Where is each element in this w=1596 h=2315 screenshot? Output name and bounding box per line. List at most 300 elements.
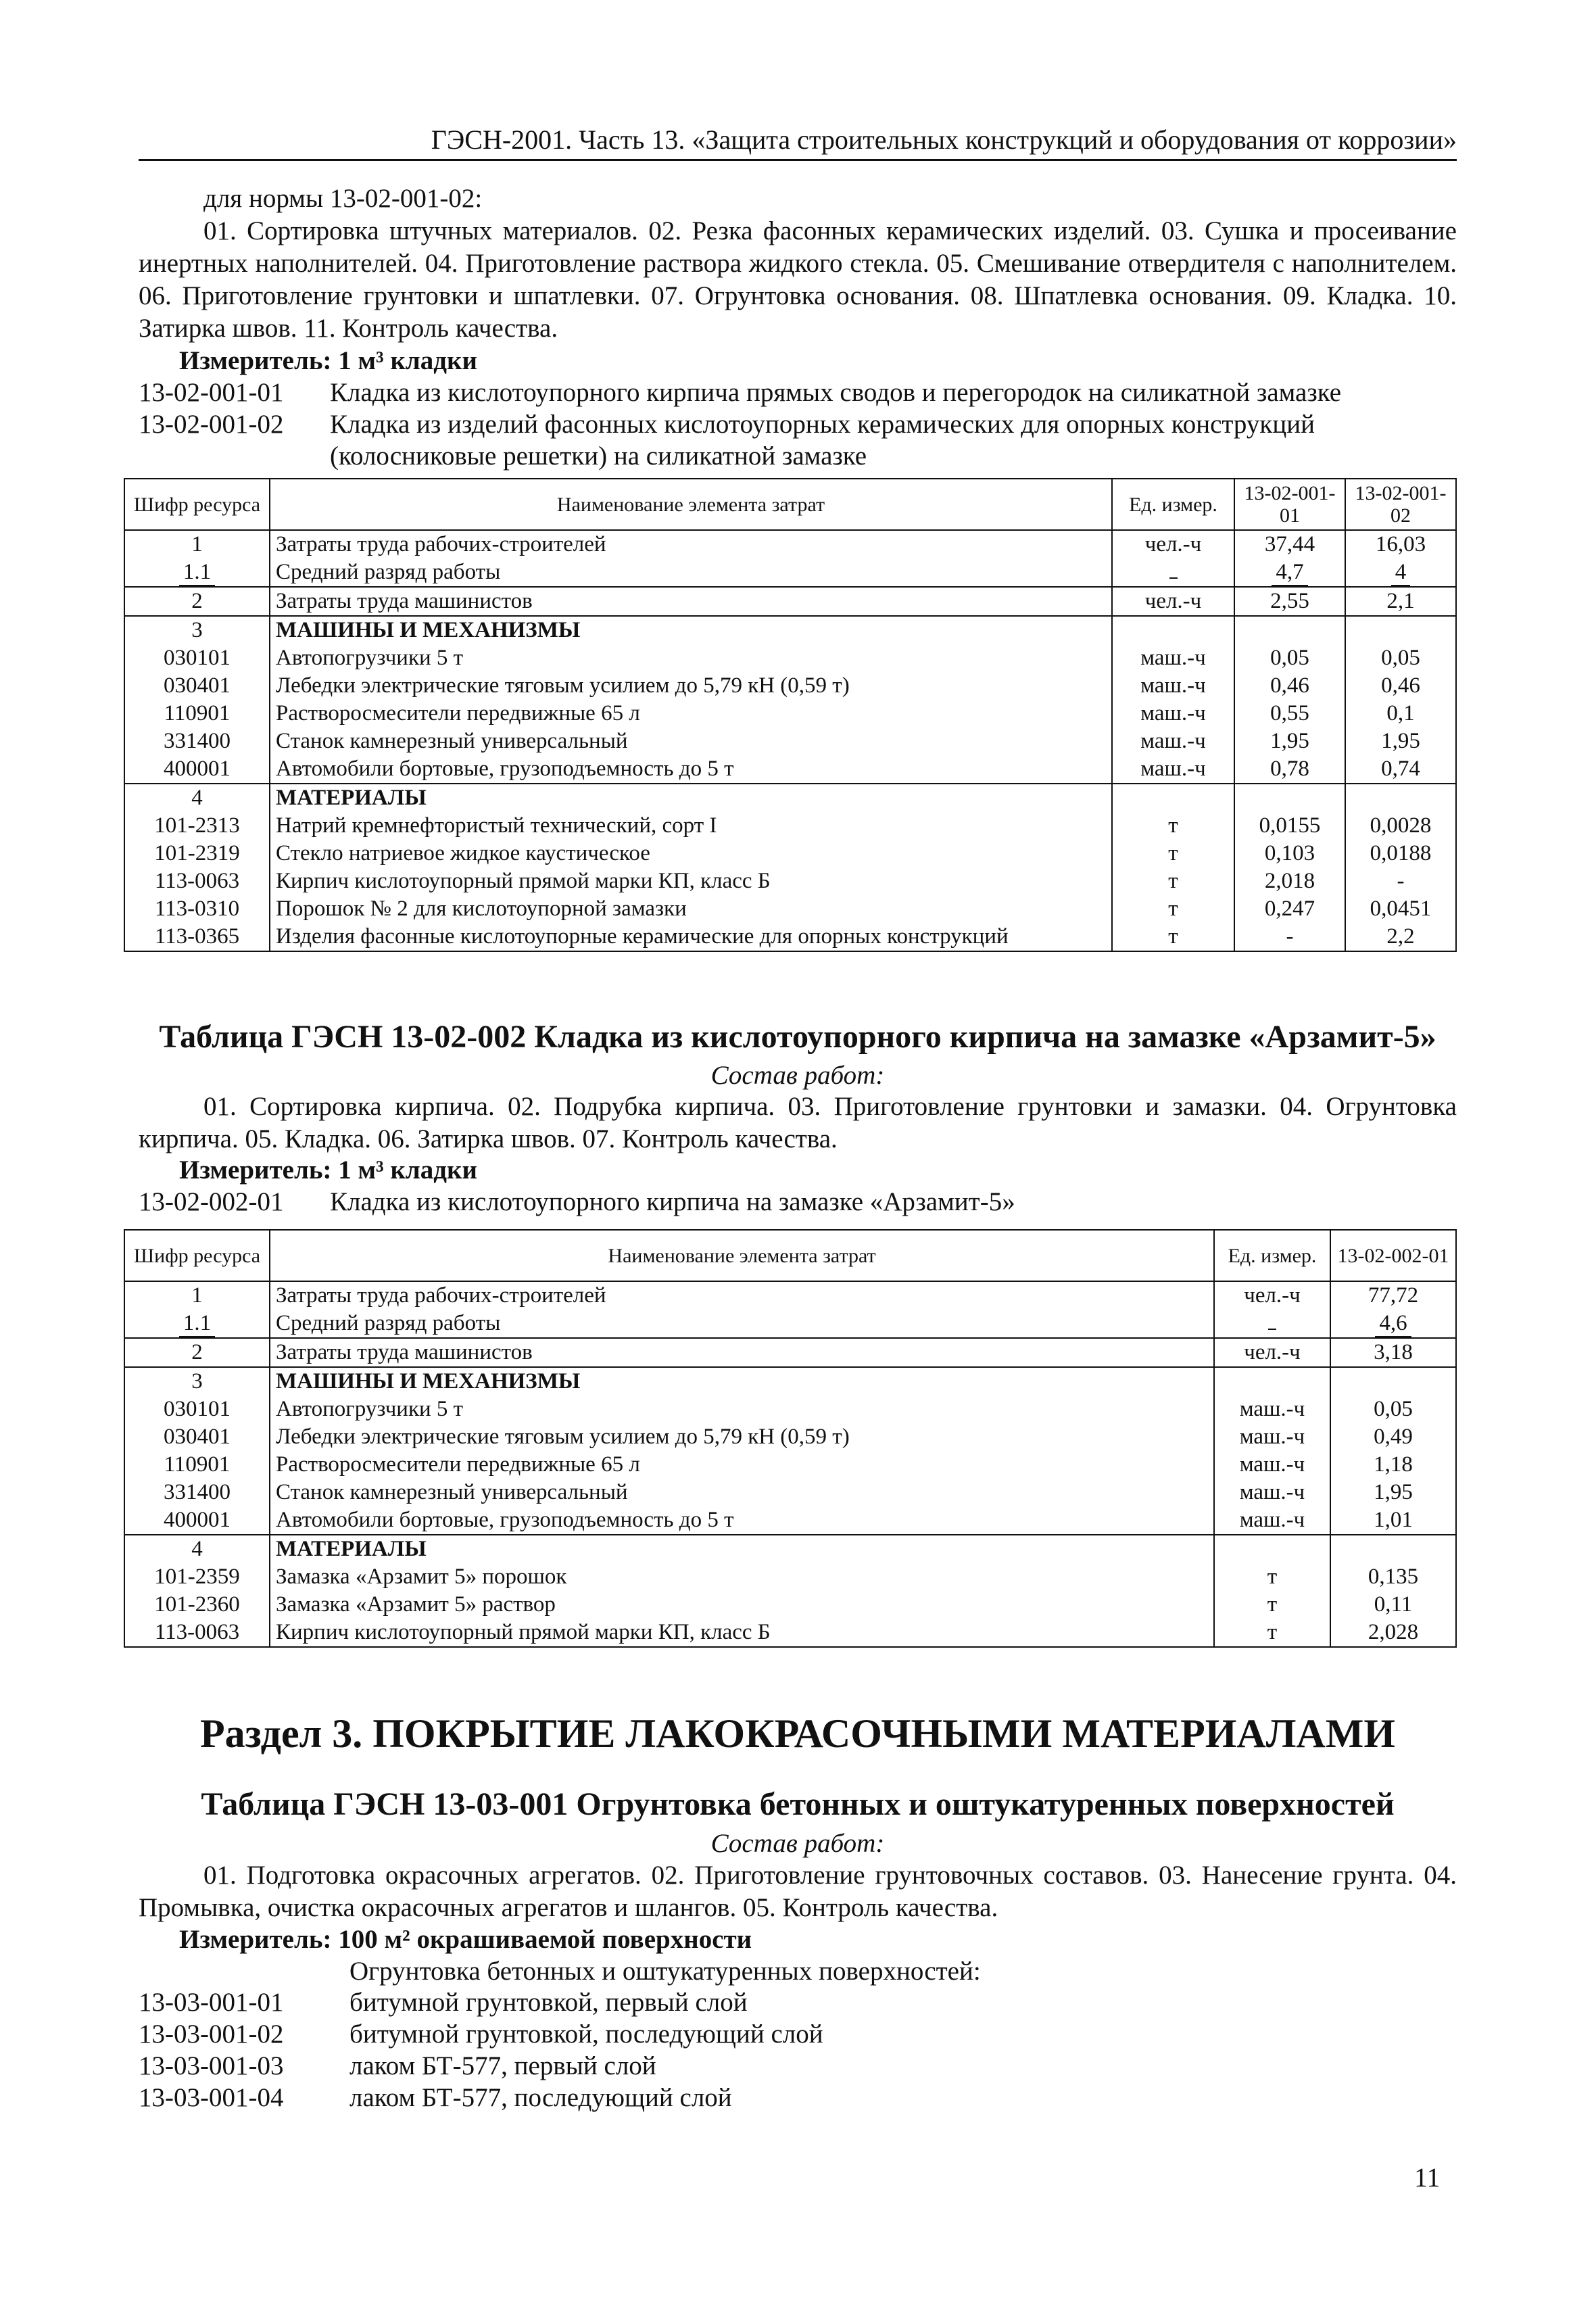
norm-value-cell-1 [1330, 1281, 1456, 1310]
norm-value-cell-1 [1234, 895, 1345, 923]
unit-cell-text: чел.-ч [1244, 1340, 1301, 1364]
resource-code-cell-text: 030101 [164, 646, 231, 670]
header-norm-2: 13-02-001-02 [1345, 479, 1456, 530]
table-row [124, 812, 1456, 840]
cost-name-cell [270, 867, 1112, 895]
cost-name-cell [270, 672, 1112, 700]
header-code: Шифр ресурса [124, 479, 270, 530]
unit-cell-text: маш.-ч [1140, 646, 1206, 670]
unit-cell [1112, 812, 1234, 840]
norm-code: 13-02-001-02 [139, 410, 284, 439]
resource-code-cell [124, 616, 270, 644]
resource-code-cell [124, 1451, 270, 1479]
norm-value-cell-1 [1234, 644, 1345, 672]
resource-code-cell [124, 700, 270, 727]
resource-code-cell [124, 812, 270, 840]
resource-code-cell [124, 1338, 270, 1367]
unit-cell [1112, 923, 1234, 951]
unit-cell-text: чел.-ч [1144, 532, 1202, 556]
unit-cell-text: маш.-ч [1140, 757, 1206, 781]
norm-value-cell-1 [1330, 1451, 1456, 1479]
norm-value-cell-1-text: 3,18 [1374, 1340, 1413, 1364]
norm-value-cell-1-text: 2,018 [1264, 869, 1315, 893]
resource-code-cell-text: 030401 [164, 1425, 231, 1449]
norm-value-cell-1-text: 0,49 [1374, 1425, 1413, 1449]
cost-name-cell-text: Порошок № 2 для кислотоупорной замазки [276, 897, 687, 921]
header-norm-1: 13-02-001-01 [1234, 479, 1345, 530]
norm-value-cell-1 [1234, 784, 1345, 812]
norm-value-cell-2-text: 2,1 [1386, 589, 1415, 613]
norm-value-cell-2-text: 4 [1391, 560, 1411, 586]
resource-code-cell-text: 1.1 [179, 560, 215, 586]
unit-cell [1214, 1367, 1330, 1395]
norm-value-cell-1-text: 0,05 [1270, 646, 1309, 670]
running-header: ГЭСН-2001. Часть 13. «Защита строительных конструкций и оборудования от коррозии» [431, 124, 1457, 155]
resource-code-cell [124, 1423, 270, 1451]
resource-code-cell-text: 2 [191, 589, 203, 613]
unit-cell [1112, 784, 1234, 812]
resource-code-cell [124, 672, 270, 700]
header-name: Наименование элемента затрат [270, 1230, 1214, 1281]
cost-name-cell [270, 1451, 1214, 1479]
cost-name-cell-text: Станок камнерезный универсальный [276, 729, 628, 753]
norm-code: 13-03-001-01 [139, 1988, 284, 2017]
norm-value-cell-1-text: 4,7 [1272, 560, 1307, 586]
header-norm-1: 13-02-002-01 [1330, 1230, 1456, 1281]
unit-cell [1112, 558, 1234, 587]
cost-name-cell-text: Автомобили бортовые, грузоподъемность до 5 т [276, 1508, 734, 1532]
norm-value-cell-2 [1345, 616, 1456, 644]
resource-code-cell-text: 113-0063 [154, 869, 240, 893]
norm-value-cell-1 [1234, 558, 1345, 587]
resource-code-cell [124, 784, 270, 812]
unit-cell [1112, 840, 1234, 867]
norm-value-cell-2-text: 16,03 [1375, 532, 1426, 556]
resource-code-cell [124, 587, 270, 616]
unit-cell-text: т [1267, 1620, 1278, 1644]
unit-cell-text: маш.-ч [1239, 1425, 1305, 1449]
table-row [124, 840, 1456, 867]
work-composition-label-2: Состав работ: [710, 1061, 885, 1090]
cost-name-cell-text: МАТЕРИАЛЫ [276, 1537, 427, 1561]
resource-code-cell-text: 110901 [164, 1452, 231, 1477]
norm-value-cell-1-text: 0,247 [1264, 897, 1315, 921]
header-rule [139, 159, 1457, 161]
table-row [124, 587, 1456, 616]
norm-value-cell-2-text: 0,05 [1381, 646, 1420, 670]
cost-name-cell-text: Средний разряд работы [276, 1311, 501, 1335]
section-heading: Раздел 3. ПОКРЫТИЕ ЛАКОКРАСОЧНЫМИ МАТЕРИАЛАМИ [199, 1711, 1396, 1756]
norm-value-cell-1-text: 0,135 [1368, 1565, 1419, 1589]
norm-value-cell-1-text: 1,01 [1374, 1508, 1413, 1532]
unit-cell [1112, 530, 1234, 558]
table-row [124, 1310, 1456, 1338]
cost-name-cell-text: Автопогрузчики 5 т [276, 1397, 464, 1421]
cost-name-cell [270, 616, 1112, 644]
cost-name-cell [270, 1281, 1214, 1310]
work-composition-3: 01. Подготовка окрасочных агрегатов. 02. Приготовление грунтовочных составов. 03. Нанесение грунта. 04. Промывка, очистка окрасочных агрегатов и шлангов. 05. Контроль качества. [139, 1861, 1457, 1922]
norm-value-cell-1 [1330, 1367, 1456, 1395]
resource-code-cell-text: 030101 [164, 1397, 231, 1421]
table-row [124, 1563, 1456, 1591]
cost-name-cell [270, 812, 1112, 840]
unit-cell-text: т [1168, 813, 1178, 838]
resource-code-cell [124, 923, 270, 951]
unit-cell-text: чел.-ч [1244, 1283, 1301, 1308]
cost-name-cell-text: Растворосмесители передвижные 65 л [276, 701, 640, 725]
header-name: Наименование элемента затрат [270, 479, 1112, 530]
unit-cell [1112, 727, 1234, 755]
norm-description: битумной грунтовкой, первый слой [349, 1988, 748, 2017]
resource-code-cell-text: 113-0365 [154, 924, 240, 949]
resource-code-cell-text: 400001 [164, 757, 231, 781]
unit-cell [1112, 672, 1234, 700]
measure-2: Измеритель: 1 м³ кладки [179, 1155, 477, 1185]
norm-value-cell-2-text: 0,74 [1381, 757, 1420, 781]
table-row [124, 895, 1456, 923]
table-row [124, 1591, 1456, 1619]
unit-cell-text: чел.-ч [1144, 589, 1202, 613]
norm-value-cell-1-text: 1,18 [1374, 1452, 1413, 1477]
cost-name-cell-text: Затраты труда рабочих-строителей [276, 1283, 606, 1308]
norm-value-cell-2 [1345, 784, 1456, 812]
cost-name-cell [270, 1506, 1214, 1535]
resource-code-cell-text: 110901 [164, 701, 231, 725]
cost-table-2 [124, 1229, 1457, 1648]
unit-cell [1214, 1563, 1330, 1591]
cost-name-cell-text: Кирпич кислотоупорный прямой марки КП, класс Б [276, 1620, 771, 1644]
cost-name-cell [270, 587, 1112, 616]
cost-table-1 [124, 478, 1457, 952]
cost-name-cell-text: Лебедки электрические тяговым усилием до 5,79 кН (0,59 т) [276, 1425, 850, 1449]
norm-value-cell-1 [1330, 1479, 1456, 1506]
header-unit: Ед. измер. [1112, 479, 1234, 530]
table-row [124, 1535, 1456, 1563]
table-row [124, 1338, 1456, 1367]
unit-cell [1112, 616, 1234, 644]
cost-name-cell [270, 530, 1112, 558]
norm-code: 13-03-001-02 [139, 2020, 284, 2049]
cost-name-cell-text: Затраты труда рабочих-строителей [276, 532, 606, 556]
norm-value-cell-2 [1345, 923, 1456, 951]
unit-cell-text: т [1168, 869, 1178, 893]
unit-cell [1214, 1423, 1330, 1451]
norm-value-cell-1-text: - [1286, 924, 1294, 949]
resource-code-cell [124, 1479, 270, 1506]
resource-code-cell-text: 1 [191, 1283, 203, 1308]
table-row [124, 1619, 1456, 1647]
unit-cell-text: т [1168, 897, 1178, 921]
table-row [124, 727, 1456, 755]
table-row [124, 1423, 1456, 1451]
resource-code-cell [124, 1395, 270, 1423]
norm-value-cell-2 [1345, 558, 1456, 587]
norm-value-cell-1-text: 1,95 [1374, 1480, 1413, 1504]
unit-cell [1214, 1451, 1330, 1479]
header-code: Шифр ресурса [124, 1230, 270, 1281]
table-row [124, 923, 1456, 951]
resource-code-cell-text: 101-2313 [154, 813, 240, 838]
norm-code: 13-03-001-04 [139, 2083, 284, 2112]
norm-description: битумной грунтовкой, последующий слой [349, 2020, 823, 2049]
norm-value-cell-1 [1234, 727, 1345, 755]
resource-code-cell [124, 530, 270, 558]
unit-cell-text: маш.-ч [1140, 673, 1206, 698]
unit-cell [1214, 1281, 1330, 1310]
norm-value-cell-1-text: 1,95 [1270, 729, 1309, 753]
norm-group-label: Огрунтовка бетонных и оштукатуренных поверхностей: [349, 1957, 981, 1986]
page-number: 11 [1414, 2162, 1441, 2193]
norm-value-cell-1-text: 0,55 [1270, 701, 1309, 725]
cost-name-cell-text: Автопогрузчики 5 т [276, 646, 464, 670]
norm-value-cell-2 [1345, 812, 1456, 840]
unit-cell [1112, 700, 1234, 727]
norm-value-cell-2 [1345, 587, 1456, 616]
cost-name-cell [270, 1338, 1214, 1367]
norm-value-cell-1 [1234, 755, 1345, 784]
table-row [124, 784, 1456, 812]
cost-name-cell [270, 644, 1112, 672]
cost-name-cell-text: Стекло натриевое жидкое каустическое [276, 841, 650, 865]
norm-description: лаком БТ-577, последующий слой [349, 2083, 732, 2112]
norm-description: Кладка из изделий фасонных кислотоупорных керамических для опорных конструкций (колосниковые решетки) на силикатной замазке [330, 410, 1315, 471]
norm-value-cell-2 [1345, 755, 1456, 784]
unit-cell-text: т [1267, 1565, 1278, 1589]
norm-value-cell-2 [1345, 700, 1456, 727]
norm-value-cell-2 [1345, 644, 1456, 672]
table-row [124, 1506, 1456, 1535]
cost-name-cell-text: Растворосмесители передвижные 65 л [276, 1452, 640, 1477]
work-composition-1: 01. Сортировка штучных материалов. 02. Резка фасонных керамических изделий. 03. Сушка и просеивание инертных наполнителей. 04. Приготовление раствора жидкого стекла. 05. Смешивание отвердителя с наполнителем. 06. Приготовление грунтовки и шпатлевки. 07. Огрунтовка основания. 08. Шпатлевка основания. 09. Кладка. 10. Затирка швов. 11. Контроль качества. [139, 216, 1457, 343]
resource-code-cell-text: 1.1 [179, 1311, 215, 1337]
table-row [124, 1281, 1456, 1310]
norm-code: 13-02-001-01 [139, 378, 284, 407]
resource-code-cell [124, 644, 270, 672]
table-row [124, 755, 1456, 784]
resource-code-cell-text: 030401 [164, 673, 231, 698]
resource-code-cell-text: 101-2359 [154, 1565, 240, 1589]
unit-cell-text [1169, 577, 1178, 579]
cost-name-cell [270, 558, 1112, 587]
cost-name-cell [270, 895, 1112, 923]
cost-name-cell-text: Затраты труда машинистов [276, 1340, 533, 1364]
cost-name-cell-text: Замазка «Арзамит 5» порошок [276, 1565, 567, 1589]
work-composition-2: 01. Сортировка кирпича. 02. Подрубка кирпича. 03. Приготовление грунтовки и замазки. 04. Огрунтовка кирпича. 05. Кладка. 06. Затирка швов. 07. Контроль качества. [139, 1092, 1457, 1153]
resource-code-cell-text: 101-2319 [154, 841, 240, 865]
resource-code-cell [124, 1310, 270, 1338]
norm-value-cell-2 [1345, 840, 1456, 867]
cost-name-cell-text: Станок камнерезный универсальный [276, 1480, 628, 1504]
norm-value-cell-1 [1234, 616, 1345, 644]
norm-value-cell-2-text: 0,0188 [1370, 841, 1432, 865]
resource-code-cell [124, 1506, 270, 1535]
unit-cell-text: маш.-ч [1239, 1452, 1305, 1477]
norm-value-cell-1 [1234, 672, 1345, 700]
resource-code-cell [124, 1563, 270, 1591]
norm-value-cell-1 [1234, 867, 1345, 895]
resource-code-cell [124, 867, 270, 895]
cost-name-cell [270, 1395, 1214, 1423]
cost-name-cell [270, 840, 1112, 867]
cost-name-cell [270, 923, 1112, 951]
norm-value-cell-1 [1330, 1591, 1456, 1619]
norm-code: 13-03-001-03 [139, 2051, 284, 2080]
unit-cell [1112, 587, 1234, 616]
table-row [124, 558, 1456, 587]
resource-code-cell-text: 331400 [164, 729, 231, 753]
norm-value-cell-1-text: 0,78 [1270, 757, 1309, 781]
norm-value-cell-2 [1345, 672, 1456, 700]
norm-value-cell-1 [1234, 530, 1345, 558]
norm-description: Кладка из кислотоупорного кирпича на замазке «Арзамит-5» [330, 1187, 1015, 1216]
unit-cell-text: маш.-ч [1239, 1397, 1305, 1421]
norm-value-cell-1 [1330, 1338, 1456, 1367]
table-row [124, 867, 1456, 895]
resource-code-cell [124, 1619, 270, 1647]
table-title-3: Таблица ГЭСН 13-03-001 Огрунтовка бетонных и оштукатуренных поверхностей [201, 1786, 1395, 1822]
resource-code-cell-text: 4 [191, 786, 203, 810]
unit-cell-text: т [1168, 841, 1178, 865]
table-row [124, 644, 1456, 672]
resource-code-cell [124, 840, 270, 867]
table-title-2: Таблица ГЭСН 13-02-002 Кладка из кислотоупорного кирпича на замазке «Арзамит-5» [159, 1019, 1436, 1055]
unit-cell [1214, 1395, 1330, 1423]
resource-code-cell-text: 3 [191, 1369, 203, 1393]
cost-name-cell-text: Кирпич кислотоупорный прямой марки КП, класс Б [276, 869, 771, 893]
resource-code-cell-text: 2 [191, 1340, 203, 1364]
norm-value-cell-2-text: - [1397, 869, 1405, 893]
resource-code-cell [124, 1535, 270, 1563]
unit-cell [1214, 1506, 1330, 1535]
norm-value-cell-2-text: 0,0451 [1370, 897, 1432, 921]
norm-value-cell-1-text: 4,6 [1375, 1311, 1411, 1337]
cost-name-cell-text: МАТЕРИАЛЫ [276, 786, 427, 810]
unit-cell [1214, 1535, 1330, 1563]
norm-description: лаком БТ-577, первый слой [349, 2051, 656, 2080]
norm-description: Кладка из кислотоупорного кирпича прямых сводов и перегородок на силикатной замазке [330, 378, 1342, 407]
measure-1: Измеритель: 1 м³ кладки [179, 346, 477, 375]
norm-value-cell-1 [1330, 1535, 1456, 1563]
norm-value-cell-1 [1234, 840, 1345, 867]
norm-value-cell-1 [1234, 700, 1345, 727]
norm-value-cell-1 [1330, 1619, 1456, 1647]
cost-name-cell [270, 1563, 1214, 1591]
unit-cell-text [1268, 1329, 1276, 1330]
norm-value-cell-2 [1345, 530, 1456, 558]
resource-code-cell [124, 755, 270, 784]
resource-code-cell [124, 1591, 270, 1619]
resource-code-cell [124, 727, 270, 755]
unit-cell-text: маш.-ч [1140, 701, 1206, 725]
resource-code-cell-text: 331400 [164, 1480, 231, 1504]
norm-code: 13-02-002-01 [139, 1187, 284, 1216]
table-row [124, 700, 1456, 727]
norm-value-cell-2-text: 2,2 [1386, 924, 1415, 949]
unit-cell [1112, 644, 1234, 672]
unit-cell-text: маш.-ч [1140, 729, 1206, 753]
header-unit: Ед. измер. [1214, 1230, 1330, 1281]
unit-cell [1214, 1619, 1330, 1647]
cost-name-cell-text: Средний разряд работы [276, 560, 501, 584]
norm-value-cell-1-text: 0,103 [1264, 841, 1315, 865]
cost-name-cell [270, 1367, 1214, 1395]
norm-intro: для нормы 13-02-001-02: [203, 184, 483, 213]
cost-name-cell-text: Изделия фасонные кислотоупорные керамические для опорных конструкций [276, 924, 1009, 949]
cost-name-cell [270, 784, 1112, 812]
measure-3: Измеритель: 100 м² окрашиваемой поверхности [179, 1925, 752, 1954]
table-row [124, 1451, 1456, 1479]
cost-name-cell-text: Лебедки электрические тяговым усилием до 5,79 кН (0,59 т) [276, 673, 850, 698]
norm-value-cell-2-text: 0,1 [1386, 701, 1415, 725]
cost-name-cell [270, 1591, 1214, 1619]
work-composition-label-3: Состав работ: [710, 1829, 885, 1858]
cost-name-cell [270, 755, 1112, 784]
norm-value-cell-1-text: 2,028 [1368, 1620, 1419, 1644]
cost-name-cell [270, 1535, 1214, 1563]
resource-code-cell [124, 1281, 270, 1310]
table-row [124, 1367, 1456, 1395]
norm-value-cell-1 [1234, 923, 1345, 951]
norm-value-cell-1-text: 37,44 [1264, 532, 1315, 556]
norm-value-cell-1 [1330, 1310, 1456, 1338]
norm-value-cell-1 [1330, 1506, 1456, 1535]
unit-cell [1214, 1591, 1330, 1619]
resource-code-cell-text: 113-0310 [154, 897, 240, 921]
cost-name-cell-text: МАШИНЫ И МЕХАНИЗМЫ [276, 1369, 581, 1393]
cost-name-cell [270, 727, 1112, 755]
norm-value-cell-1-text: 2,55 [1270, 589, 1309, 613]
table-row [124, 616, 1456, 644]
table-row [124, 1395, 1456, 1423]
resource-code-cell-text: 113-0063 [154, 1620, 240, 1644]
resource-code-cell-text: 4 [191, 1537, 203, 1561]
cost-name-cell [270, 700, 1112, 727]
resource-code-cell-text: 1 [191, 532, 203, 556]
cost-name-cell-text: Автомобили бортовые, грузоподъемность до 5 т [276, 757, 734, 781]
cost-name-cell [270, 1479, 1214, 1506]
unit-cell [1112, 895, 1234, 923]
resource-code-cell [124, 1367, 270, 1395]
norm-value-cell-1-text: 0,05 [1374, 1397, 1413, 1421]
resource-code-cell-text: 3 [191, 618, 203, 642]
norm-value-cell-2 [1345, 867, 1456, 895]
cost-name-cell-text: Натрий кремнефтористый технический, сорт I [276, 813, 717, 838]
norm-value-cell-2 [1345, 727, 1456, 755]
resource-code-cell [124, 558, 270, 587]
norm-value-cell-2-text: 0,0028 [1370, 813, 1432, 838]
unit-cell [1112, 867, 1234, 895]
cost-name-cell [270, 1310, 1214, 1338]
unit-cell-text: маш.-ч [1239, 1508, 1305, 1532]
cost-name-cell [270, 1423, 1214, 1451]
norm-value-cell-2-text: 0,46 [1381, 673, 1420, 698]
norm-value-cell-1 [1330, 1563, 1456, 1591]
unit-cell-text: т [1168, 924, 1178, 949]
resource-code-cell-text: 400001 [164, 1508, 231, 1532]
unit-cell-text: т [1267, 1592, 1278, 1617]
norm-value-cell-1-text: 0,11 [1374, 1592, 1413, 1617]
resource-code-cell-text: 101-2360 [154, 1592, 240, 1617]
unit-cell [1112, 755, 1234, 784]
table-row [124, 530, 1456, 558]
unit-cell [1214, 1310, 1330, 1338]
norm-value-cell-1-text: 0,46 [1270, 673, 1309, 698]
norm-value-cell-1 [1234, 587, 1345, 616]
norm-value-cell-1 [1234, 812, 1345, 840]
resource-code-cell [124, 895, 270, 923]
table-row [124, 1479, 1456, 1506]
norm-value-cell-2 [1345, 895, 1456, 923]
